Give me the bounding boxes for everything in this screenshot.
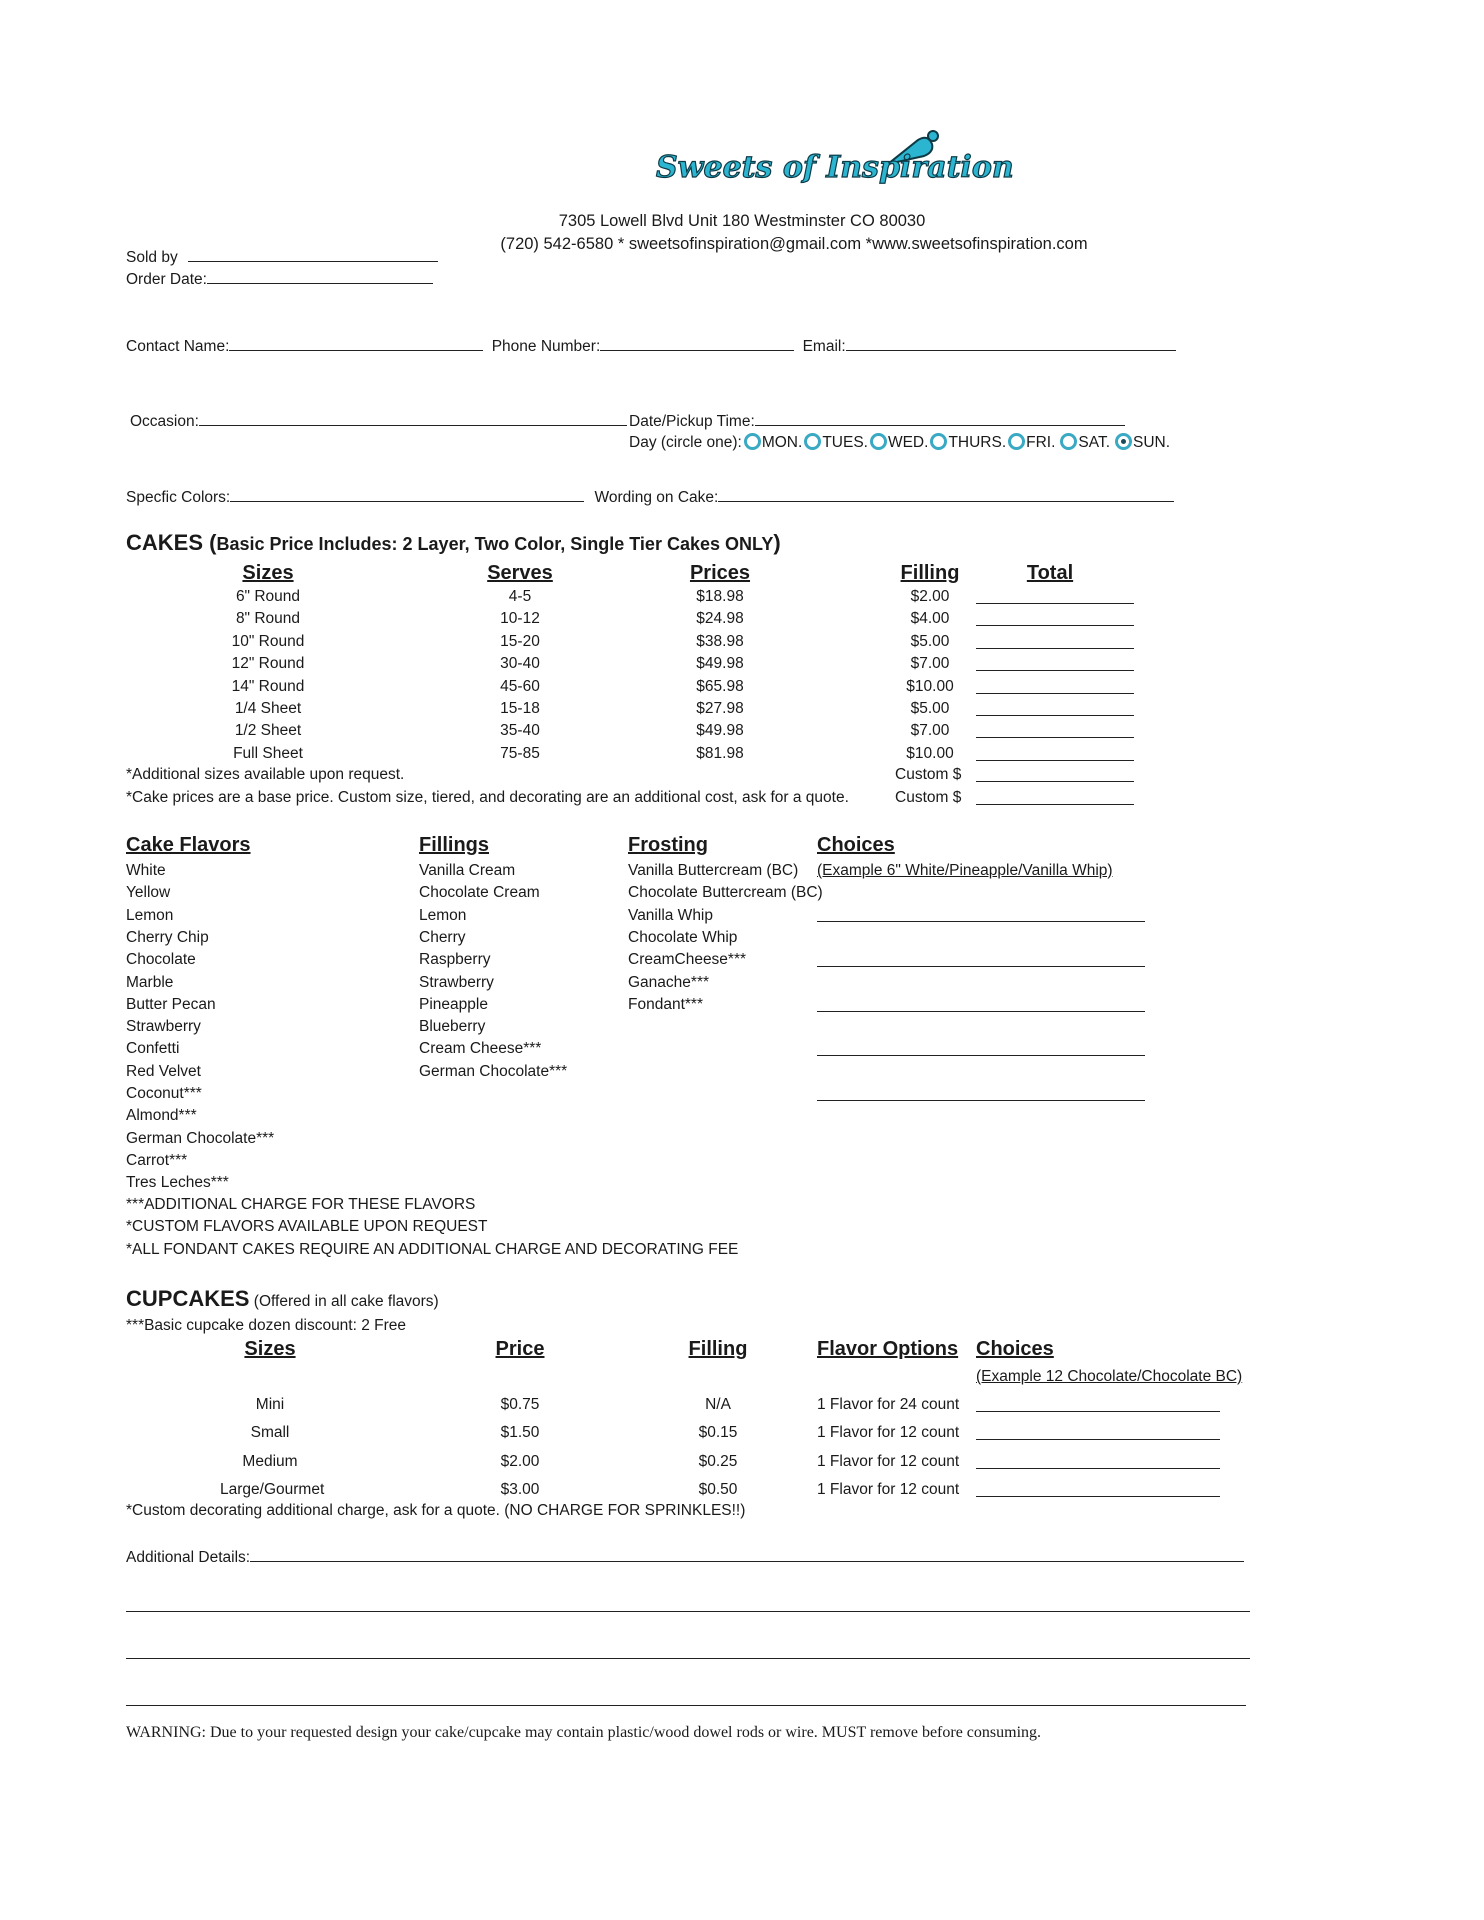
cake-flavor-item: White — [126, 862, 166, 879]
logo-text: Sweets of Inspiration — [656, 150, 1014, 185]
warning-text: WARNING: Due to your requested design your cake/cupcake may contain plastic/wood dowel rods or wire. MUST remove before consuming. — [126, 1724, 1042, 1741]
cake-total-input[interactable] — [976, 700, 1134, 721]
cupcake-size: Small — [250, 1424, 290, 1442]
cake-filling: $5.00 — [910, 700, 950, 717]
frosting-item: Chocolate Whip — [628, 928, 738, 946]
filling-item: German Chocolate*** — [419, 1062, 568, 1080]
radio-mon[interactable] — [744, 433, 761, 450]
cake-price: $27.98 — [696, 700, 744, 717]
filling-item: Strawberry — [419, 973, 494, 991]
cupcake-price: $3.00 — [500, 1480, 540, 1498]
cake-flavor-item: Red Velvet — [126, 1062, 201, 1080]
address: 7305 Lowell Blvd Unit 180 Westminster CO 80030 — [558, 212, 926, 230]
cake-price: $49.98 — [696, 655, 744, 673]
filling-item: Cream Cheese*** — [419, 1040, 542, 1058]
date-pickup-input[interactable] — [755, 410, 1125, 426]
cake-total-input[interactable] — [976, 678, 1134, 699]
cupcakes-header-choices: Choices — [976, 1338, 1054, 1360]
radio-wed[interactable] — [870, 433, 887, 450]
choices-header: Choices — [817, 834, 895, 856]
cupcake-choice-input[interactable] — [976, 1424, 1220, 1445]
choice-line-4[interactable] — [817, 1040, 1145, 1061]
choices-example: (Example 6" White/Pineapple/Vanilla Whip) — [817, 862, 1113, 879]
wording-input[interactable] — [718, 486, 1174, 502]
filling-item: Lemon — [419, 906, 467, 924]
cake-size: 1/4 Sheet — [234, 700, 302, 717]
cake-flavor-item: Marble — [126, 973, 174, 991]
cake-size: 6" Round — [235, 588, 301, 605]
wording-label: Wording on Cake: — [594, 489, 719, 506]
day-sun: SUN. — [1133, 434, 1171, 451]
cakes-note-2: *Cake prices are a base price. Custom size, tiered, and decorating are an additional cost, ask for a quote. — [126, 789, 849, 806]
cake-total-input[interactable] — [976, 722, 1134, 743]
cake-size: Full Sheet — [233, 744, 303, 762]
filling-item: Pineapple — [419, 995, 488, 1013]
cake-price: $49.98 — [696, 722, 744, 740]
sold-by-field[interactable] — [126, 246, 438, 267]
cupcake-flavor-option: 1 Flavor for 12 count — [817, 1480, 960, 1498]
cake-filling: $7.00 — [910, 655, 950, 673]
cakes-header-serves: Serves — [487, 562, 553, 584]
cake-total-input[interactable] — [976, 588, 1134, 609]
date-pickup-label: Date/Pickup Time: — [629, 413, 755, 430]
cake-flavor-item: Almond*** — [126, 1107, 197, 1125]
flavor-note-3: *ALL FONDANT CAKES REQUIRE AN ADDITIONAL CHARGE AND DECORATING FEE — [126, 1241, 739, 1258]
cupcakes-header-sizes: Sizes — [244, 1338, 296, 1360]
cupcake-flavor-option: 1 Flavor for 24 count — [817, 1396, 960, 1413]
day-mon: MON. — [761, 434, 803, 451]
frosting-item: Ganache*** — [628, 973, 710, 991]
cupcake-size: Mini — [255, 1396, 285, 1413]
cakes-title: CAKES (Basic Price Includes: 2 Layer, Two Color, Single Tier Cakes ONLY) — [126, 530, 781, 555]
filling-item: Cherry — [419, 928, 466, 946]
email-label: Email: — [802, 338, 846, 355]
specific-colors-label: Specfic Colors: — [126, 489, 231, 506]
cupcake-flavor-option: 1 Flavor for 12 count — [817, 1452, 960, 1470]
phone-number-label: Phone Number: — [491, 338, 601, 355]
cupcakes-header-price: Price — [495, 1338, 545, 1360]
contact-name-input[interactable] — [229, 335, 483, 351]
filling-item: Chocolate Cream — [419, 884, 540, 902]
cake-flavor-item: Lemon — [126, 906, 174, 924]
additional-details-row — [126, 1546, 1244, 1567]
order-date-field[interactable] — [126, 268, 433, 289]
email-input[interactable] — [846, 335, 1176, 351]
cakes-header-prices: Prices — [689, 562, 751, 584]
frosting-item: Vanilla Buttercream (BC) — [628, 862, 799, 879]
cake-size: 14" Round — [231, 677, 305, 695]
choice-line-5[interactable] — [817, 1085, 1145, 1106]
flavor-note-1: ***ADDITIONAL CHARGE FOR THESE FLAVORS — [126, 1196, 476, 1213]
cake-serves: 75-85 — [500, 744, 540, 762]
cakes-header-filling: Filling — [900, 562, 960, 584]
frosting-item: Fondant*** — [628, 995, 703, 1013]
cupcakes-header-flavor-options: Flavor Options — [817, 1338, 959, 1360]
cupcake-filling: $0.50 — [698, 1480, 738, 1498]
cake-total-input[interactable] — [976, 655, 1134, 676]
sold-by-label: Sold by — [126, 249, 178, 266]
cake-filling: $2.00 — [910, 588, 950, 605]
day-wed: WED. — [887, 434, 929, 451]
cupcake-filling: $0.25 — [698, 1452, 738, 1470]
details-line-3[interactable] — [126, 1643, 1250, 1664]
cake-flavor-item: Carrot*** — [126, 1151, 188, 1169]
details-line-2[interactable] — [126, 1596, 1250, 1617]
filling-item: Blueberry — [419, 1018, 486, 1036]
cakes-header-total: Total — [1026, 562, 1074, 584]
filling-item: Raspberry — [419, 951, 491, 969]
custom-total-1[interactable] — [976, 766, 1134, 787]
frosting-item: Vanilla Whip — [628, 906, 714, 924]
contact-row — [126, 335, 1176, 356]
logo — [656, 126, 1014, 206]
cake-serves: 15-20 — [500, 632, 540, 650]
cupcake-price: $2.00 — [500, 1452, 540, 1470]
cake-price: $18.98 — [696, 588, 744, 605]
cake-flavor-item: Chocolate — [126, 951, 196, 969]
occasion-input[interactable] — [199, 410, 627, 426]
cake-total-input[interactable] — [976, 610, 1134, 631]
cake-filling: $7.00 — [910, 722, 950, 740]
cupcakes-title: CUPCAKES (Offered in all cake flavors) — [126, 1286, 439, 1311]
specific-colors-input[interactable] — [230, 486, 584, 502]
occasion-label: Occasion: — [130, 413, 199, 430]
cake-price: $24.98 — [696, 610, 744, 628]
contact-name-label: Contact Name: — [126, 338, 230, 355]
cupcakes-header-filling: Filling — [688, 1338, 748, 1360]
cupcake-choice-input[interactable] — [976, 1396, 1220, 1417]
cake-serves: 35-40 — [500, 722, 540, 740]
cupcake-filling: N/A — [705, 1396, 731, 1413]
cake-size: 1/2 Sheet — [234, 722, 302, 740]
cake-size: 8" Round — [235, 610, 301, 628]
cake-flavor-item: German Chocolate*** — [126, 1129, 275, 1147]
day-sat: SAT. — [1078, 434, 1111, 451]
cake-serves: 10-12 — [500, 610, 540, 628]
cake-flavor-item: Yellow — [126, 884, 171, 902]
cupcake-flavor-option: 1 Flavor for 12 count — [817, 1424, 960, 1442]
cupcake-choice-input[interactable] — [976, 1453, 1220, 1474]
date-pickup-row — [629, 410, 1125, 431]
custom-total-2[interactable] — [976, 789, 1134, 810]
cake-serves: 45-60 — [500, 677, 540, 695]
cupcake-filling: $0.15 — [698, 1424, 738, 1442]
cake-flavor-item: Cherry Chip — [126, 928, 209, 946]
cake-flavor-item: Confetti — [126, 1040, 180, 1058]
cake-size: 12" Round — [231, 655, 305, 673]
cakes-header-sizes: Sizes — [242, 562, 294, 584]
choice-line-2[interactable] — [817, 951, 1145, 972]
cake-total-input[interactable] — [976, 745, 1134, 766]
day-fri: FRI. — [1026, 434, 1056, 451]
additional-details-label: Additional Details: — [126, 1549, 251, 1566]
day-thurs: THURS. — [948, 434, 1007, 451]
cupcake-choice-input[interactable] — [976, 1481, 1220, 1502]
cupcake-size: Medium — [242, 1452, 298, 1470]
cake-price: $65.98 — [696, 677, 744, 695]
fillings-header: Fillings — [419, 834, 489, 856]
cupcake-size: Large/Gourmet — [220, 1480, 325, 1498]
colors-row — [126, 486, 1174, 507]
day-label: Day (circle one): — [629, 434, 742, 451]
cake-flavors-header: Cake Flavors — [126, 834, 251, 856]
cake-serves: 15-18 — [500, 700, 540, 717]
filling-item: Vanilla Cream — [419, 862, 516, 879]
cake-serves: 30-40 — [500, 655, 540, 673]
radio-sun[interactable] — [1115, 433, 1132, 450]
cake-filling: $10.00 — [906, 677, 954, 695]
phone-number-input[interactable] — [600, 335, 794, 351]
cupcake-choices-example: (Example 12 Chocolate/Chocolate BC) — [976, 1368, 1243, 1385]
cake-filling: $4.00 — [910, 610, 950, 628]
occasion-row — [130, 410, 627, 431]
radio-sat[interactable] — [1060, 433, 1077, 450]
cake-size: 10" Round — [231, 632, 305, 650]
cake-flavor-item: Butter Pecan — [126, 995, 216, 1013]
frosting-header: Frosting — [628, 834, 708, 856]
cake-filling: $10.00 — [906, 744, 954, 762]
cake-flavor-item: Tres Leches*** — [126, 1174, 229, 1192]
cupcake-price: $0.75 — [500, 1396, 540, 1413]
cake-serves: 4-5 — [508, 588, 532, 605]
cake-filling: $5.00 — [910, 632, 950, 650]
radio-thurs[interactable] — [930, 433, 947, 450]
additional-details-input[interactable] — [250, 1546, 1244, 1562]
details-line-4[interactable] — [126, 1690, 1246, 1711]
radio-fri[interactable] — [1008, 433, 1025, 450]
day-select-row — [629, 433, 1170, 452]
cupcake-note: *Custom decorating additional charge, ask for a quote. (NO CHARGE FOR SPRINKLES!!) — [126, 1502, 746, 1519]
cupcake-price: $1.50 — [500, 1424, 540, 1442]
choice-line-3[interactable] — [817, 996, 1145, 1017]
custom-label-2: Custom $ — [895, 789, 962, 806]
custom-label-1: Custom $ — [895, 766, 962, 783]
cake-flavor-item: Coconut*** — [126, 1085, 202, 1102]
cake-price: $81.98 — [696, 744, 744, 762]
flavor-note-2: *CUSTOM FLAVORS AVAILABLE UPON REQUEST — [126, 1218, 488, 1235]
cake-flavor-item: Strawberry — [126, 1018, 201, 1036]
contact-line: (720) 542-6580 * sweetsofinspiration@gmail.com *www.sweetsofinspiration.com — [500, 235, 1088, 253]
radio-tues[interactable] — [804, 433, 821, 450]
cupcake-discount: ***Basic cupcake dozen discount: 2 Free — [126, 1317, 407, 1334]
order-date-label: Order Date: — [126, 271, 207, 288]
cakes-note-1: *Additional sizes available upon request. — [126, 766, 405, 783]
day-tues: TUES. — [822, 434, 868, 451]
cake-total-input[interactable] — [976, 633, 1134, 654]
choice-line-1[interactable] — [817, 906, 1145, 927]
frosting-item: Chocolate Buttercream (BC) — [628, 884, 823, 902]
cake-price: $38.98 — [696, 632, 744, 650]
frosting-item: CreamCheese*** — [628, 951, 747, 969]
